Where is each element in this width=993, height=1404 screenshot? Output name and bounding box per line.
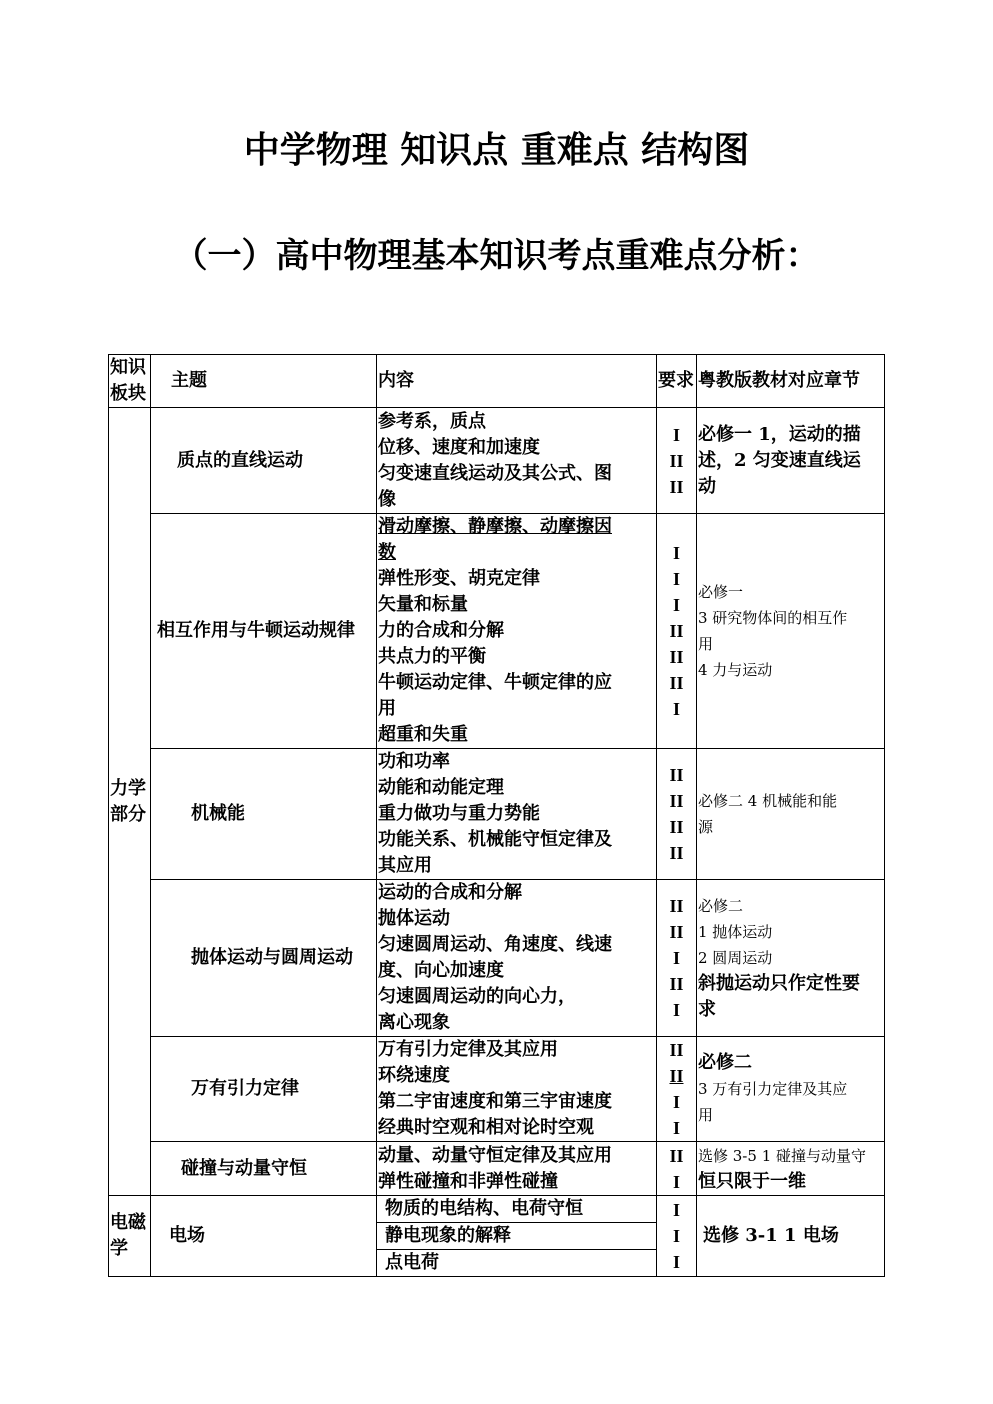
- chapter-cell: [697, 880, 885, 1037]
- chapter-cell: [697, 514, 885, 749]
- content-line: 离心现象: [378, 1012, 450, 1033]
- content-cell: [377, 1142, 657, 1196]
- content-line: 位移、速度和加速度: [378, 436, 540, 458]
- chapter-line: 用: [698, 635, 714, 653]
- req-level: II: [669, 817, 684, 837]
- topic-cell: 质点的直线运动: [151, 408, 377, 514]
- req-level: II: [669, 621, 684, 641]
- chapter-line: 必修二 4 机械能和能: [698, 792, 838, 810]
- content-line: 物质的电结构、电荷守恒: [377, 1196, 656, 1223]
- topic-cell: 碰撞与动量守恒: [151, 1142, 377, 1196]
- content-cell: [377, 749, 657, 880]
- content-cell: [377, 514, 657, 749]
- req-level: I: [672, 543, 680, 563]
- chapter-line: 求: [698, 999, 716, 1020]
- content-cell: [377, 1037, 657, 1142]
- req-level: II: [669, 974, 684, 994]
- content-line: 匀速圆周运动、角速度、线速: [378, 934, 612, 955]
- content-line: 牛顿运动定律、牛顿定律的应: [378, 672, 612, 693]
- requirement-cell: [657, 1142, 697, 1196]
- content-line: 功和功率: [378, 751, 450, 772]
- content-line: 力的合成和分解: [378, 620, 504, 641]
- content-line: 动能和动能定理: [378, 777, 504, 798]
- section-electromagnetism: 电磁学: [109, 1196, 151, 1277]
- content-line: 度、向心加速度: [378, 960, 504, 981]
- req-level: II: [669, 647, 684, 667]
- chapter-line: 必修一: [698, 583, 744, 601]
- req-level: II: [669, 765, 684, 785]
- req-level: II: [669, 791, 684, 811]
- req-level: I: [672, 1092, 680, 1112]
- section-mechanics: 力学部分: [109, 408, 151, 1196]
- chapter-cell: [697, 749, 885, 880]
- content-line: 弹性碰撞和非弹性碰撞: [378, 1170, 558, 1192]
- requirement-cell: [657, 1196, 697, 1277]
- table-header-row: [109, 355, 885, 408]
- header-requirement: 要求: [657, 355, 697, 408]
- req-level: I: [672, 1252, 680, 1272]
- content-line: 重力做功与重力势能: [378, 803, 540, 824]
- requirement-cell: [657, 514, 697, 749]
- header-chapter: 粤教版教材对应章节: [697, 355, 885, 408]
- content-line: 滑动摩擦、静摩擦、动摩擦因: [378, 516, 612, 537]
- req-level: I: [672, 1000, 680, 1020]
- chapter-line: 3 万有引力定律及其应: [698, 1080, 848, 1098]
- table-row: [109, 514, 885, 749]
- content-line: 弹性形变、胡克定律: [378, 568, 540, 589]
- table-row: [109, 1142, 885, 1196]
- table-row: [109, 749, 885, 880]
- chapter-line: 4 力与运动: [698, 661, 773, 679]
- chapter-cell: [697, 1196, 885, 1277]
- req-level: I: [672, 1118, 680, 1138]
- topic-cell: 电场: [151, 1196, 377, 1277]
- chapter-line: 必修一 1，运动的描: [698, 423, 861, 445]
- req-level: II: [669, 1040, 684, 1060]
- content-line: 静电现象的解释: [377, 1223, 656, 1250]
- topic-cell: 万有引力定律: [151, 1037, 377, 1142]
- header-content: 内容: [377, 355, 657, 408]
- content-subtable: [377, 1196, 656, 1276]
- page-title: 中学物理 知识点 重难点 结构图: [243, 129, 750, 171]
- content-line: 功能关系、机械能守恒定律及: [378, 829, 612, 850]
- chapter-line: 必修二: [698, 897, 744, 915]
- chapter-line: 斜抛运动只作定性要: [698, 973, 860, 994]
- content-line: 匀变速直线运动及其公式、图: [378, 462, 612, 484]
- content-line: 运动的合成和分解: [378, 882, 522, 903]
- req-level: II: [669, 476, 684, 497]
- content-line: 超重和失重: [378, 724, 468, 745]
- content-line: 点电荷: [377, 1250, 656, 1277]
- req-level: II: [669, 922, 684, 942]
- chapter-line: 源: [698, 818, 714, 836]
- header-topic: 主题: [151, 355, 377, 408]
- chapter-line: 动: [698, 475, 716, 497]
- req-level: I: [672, 948, 680, 968]
- chapter-line: 2 圆周运动: [698, 949, 773, 967]
- req-level: I: [672, 595, 680, 615]
- content-line: 数: [378, 542, 396, 563]
- content-line: 矢量和标量: [378, 594, 468, 615]
- table-row: [109, 880, 885, 1037]
- content-cell: [377, 1196, 657, 1277]
- topic-cell: 机械能: [151, 749, 377, 880]
- req-level: I: [672, 569, 680, 589]
- content-line: 环绕速度: [378, 1065, 450, 1086]
- requirement-cell: [657, 408, 697, 514]
- chapter-cell: [697, 408, 885, 514]
- req-level: II: [669, 673, 684, 693]
- chapter-line: 1 抛体运动: [698, 923, 773, 941]
- req-level: I: [672, 424, 680, 445]
- req-level: II: [669, 843, 684, 863]
- section-subtitle: （一）高中物理基本知识考点重难点分析：: [173, 236, 820, 276]
- content-line: 共点力的平衡: [378, 646, 486, 667]
- chapter-cell: [697, 1142, 885, 1196]
- content-line: 用: [378, 698, 396, 719]
- content-line: 万有引力定律及其应用: [378, 1039, 558, 1060]
- content-line: 其应用: [378, 855, 432, 876]
- req-level: I: [672, 699, 680, 719]
- topic-cell: 相互作用与牛顿运动规律: [151, 514, 377, 749]
- requirement-cell: [657, 880, 697, 1037]
- chapter-line: 3 研究物体间的相互作: [698, 609, 848, 627]
- table-row: [109, 1196, 885, 1277]
- req-level: II: [669, 1066, 684, 1086]
- requirement-cell: [657, 1037, 697, 1142]
- content-cell: [377, 408, 657, 514]
- chapter-line: 恒只限于一维: [698, 1170, 806, 1192]
- req-level: II: [669, 896, 684, 916]
- req-level: I: [672, 1171, 680, 1192]
- content-line: 抛体运动: [378, 908, 450, 929]
- req-level: II: [669, 1145, 684, 1166]
- chapter-line: 述，2 匀变速直线运: [698, 449, 861, 471]
- content-cell: [377, 880, 657, 1037]
- chapter-line: 必修二: [698, 1052, 752, 1073]
- chapter-cell: [697, 1037, 885, 1142]
- req-level: I: [672, 1226, 680, 1246]
- table-row: [109, 408, 885, 514]
- content-line: 匀速圆周运动的向心力，: [378, 986, 576, 1007]
- table-row: [109, 1037, 885, 1142]
- req-level: II: [669, 450, 684, 471]
- content-line: 第二宇宙速度和第三宇宙速度: [378, 1091, 612, 1112]
- content-line: 动量、动量守恒定律及其应用: [378, 1144, 612, 1166]
- content-line: 经典时空观和相对论时空观: [378, 1117, 594, 1138]
- header-block: 知识板块: [109, 355, 151, 408]
- content-line: 参考系，质点: [378, 410, 486, 432]
- topic-cell: 抛体运动与圆周运动: [151, 880, 377, 1037]
- knowledge-table: [108, 354, 885, 1277]
- chapter-line: 选修 3-1 1 电场: [703, 1225, 839, 1246]
- chapter-line: 选修 3-5 1 碰撞与动量守: [698, 1146, 867, 1165]
- chapter-line: 用: [698, 1106, 714, 1124]
- req-level: I: [672, 1200, 680, 1220]
- content-line: 像: [378, 488, 396, 510]
- requirement-cell: [657, 749, 697, 880]
